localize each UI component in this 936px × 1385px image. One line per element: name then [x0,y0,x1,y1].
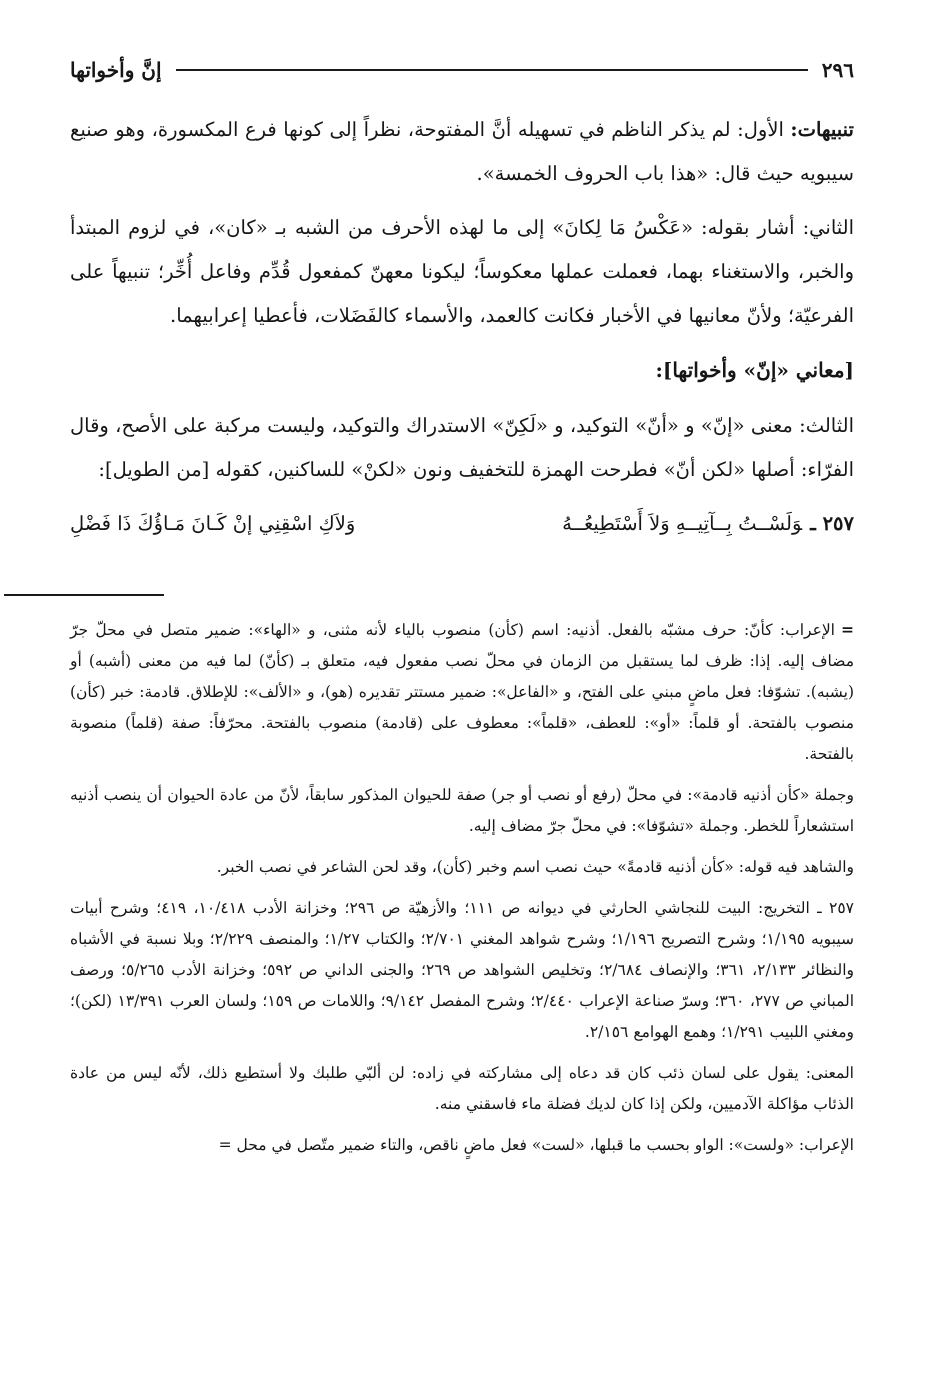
running-title: إنَّ وأخواتها [70,58,162,82]
verse-first-text: وَلَسْــتُ بِــآتِيــهِ وَلاَ أَسْتَطِيعُــهُ [562,512,803,535]
footnote-irab [70,614,854,770]
page-number: ٢٩٦ [821,58,854,82]
verse-257 [70,502,854,546]
verse-first-hemistich [562,502,854,546]
footnote-meaning: المعنى: يقول على لسان ذئب كان قد دعاه إلى مشاركته في زاده: لن ألبّي طلبك ولا أستطيع ذلك، لأنّه ليس من عادة الذئاب مؤاكلة الآدميين، ولكن إذا كان لديك فضلة ماء فاسقني منه. [70,1064,854,1113]
section-heading: [معاني «إنّ» وأخواتها]: [655,358,854,382]
notes-label: تنبيهات: [790,118,854,141]
footnotes [70,614,854,1161]
paragraph-notes-first [70,108,854,196]
header-rule [176,69,808,71]
footnote-separator [4,594,164,596]
footnote-irab-verse: الإعراب: «ولست»: الواو بحسب ما قبلها، «لست» فعل ماضٍ ناقص، والتاء ضمير متّصل في محل = [218,1136,854,1154]
footnote-takhrij: ٢٥٧ ـ التخريج: البيت للنجاشي الحارثي في ديوانه ص ١١١؛ والأزهيّة ص ٢٩٦؛ وخزانة الأدب ١٠/٤١٨، ٤١٩؛ وشرح أبيات سيبويه ١/١٩٥؛ وشرح التصريح ١/١٩٦؛ وشرح شواهد المغني ٢/٧٠١؛ والكتاب ١/٢٧؛ والمنصف ٢/٢٢٩؛ وبلا نسبة في الأشباه والنظائر ٢/١٣٣، ٣٦١؛ والإنصاف ٢/٦٨٤؛ وتخليص الشواهد ص ٢٦٩؛ والجنى الداني ص ٥٩٢؛ وخزانة الأدب ٥/٢٦٥؛ ورصف المباني ص ٢٧٧، ٣٦٠؛ وسرّ صناعة الإعراب ٢/٤٤٠؛ وشرح المفصل ٩/١٤٢؛ واللامات ص ١٥٩؛ ولسان العرب ١٣/٣٩١ (لكن)؛ ومغني اللبيب ١/٢٩١؛ وهمع الهوامع ٢/١٥٦. [70,899,854,1041]
running-header [70,52,854,88]
footnote-irab-text: الإعراب: كأنّ: حرف مشبّه بالفعل. أذنيه: اسم (كأن) منصوب بالياء لأنه مثنى، و «الهاء»: ضمير متصل في محلّ جرّ مضاف إليه. إذا: ظرف لما يستقبل من الزمان في محلّ نصب مفعول فيه، متعلق بـ (كأنّ) لما فيه من معنى (أشبه) أو (يشبه). تشوّفا: فعل ماضٍ مبني على الفتح، و «الفاعل»: ضمير مستتر تقديره (هو)، و «الألف»: للإطلاق. قادمة: خبر (كأن) منصوب بالفتحة. أو قلماً: «أو»: للعطف، «قلماً»: معطوف على (قادمة) منصوب بالفتحة. محرّفاً: صفة (قلماً) منصوبة بالفتحة. [70,621,854,763]
notes-first-text: الأول: لم يذكر الناظم في تسهيله أنَّ المفتوحة، نظراً إلى كونها فرع المكسورة، وهو صنيع سيبويه حيث قال: «هذا باب الحروف الخمسة». [70,118,854,185]
verse-second-hemistich: وَلاَكِ اسْقِنِي إنْ كَـانَ مَـاؤُكَ ذَا فَضْلِ [70,512,356,535]
continuation-mark: = [841,620,854,639]
paragraph-second: الثاني: أشار بقوله: «عَكْسُ مَا لِكانَ» إلى ما لهذه الأحرف من الشبه بـ «كان»، في لزوم المبتدأ والخبر، والاستغناء بهما، فعملت عملها معكوساً؛ ليكونا معهنّ كمفعول قُدِّم وفاعل أُخِّر؛ تنبيهاً على الفرعيّة؛ ولأنّ معانيها في الأخبار فكانت كالعمد، والأسماء كالفَضَلات، فأعطيا إعرابيهما. [70,216,854,327]
verse-number: ٢٥٧ ـ [810,512,854,535]
footnote-sentences: وجملة «كأن أذنيه قادمة»: في محلّ (رفع أو نصب أو جر) صفة للحيوان المذكور سابقاً، لأنّ من عادة الحيوان أن ينصب أذنيه استشعاراً للخطر. وجملة «تشوّفا»: في محلّ جرّ مضاف إليه. [70,786,854,835]
main-text [70,108,854,546]
paragraph-third: الثالث: معنى «إنّ» و «أنّ» التوكيد، و «لَكِنّ» الاستدراك والتوكيد، وليست مركبة على الأصح، وقال الفرّاء: أصلها «لكن أنّ» فطرحت الهمزة للتخفيف ونون «لكنْ» للساكنين، كقوله [من الطويل]: [70,414,854,481]
footnote-witness: والشاهد فيه قوله: «كأن أذنيه قادمةً» حيث نصب اسم وخبر (كأن)، وقد لحن الشاعر في نصب الخبر. [216,858,854,876]
